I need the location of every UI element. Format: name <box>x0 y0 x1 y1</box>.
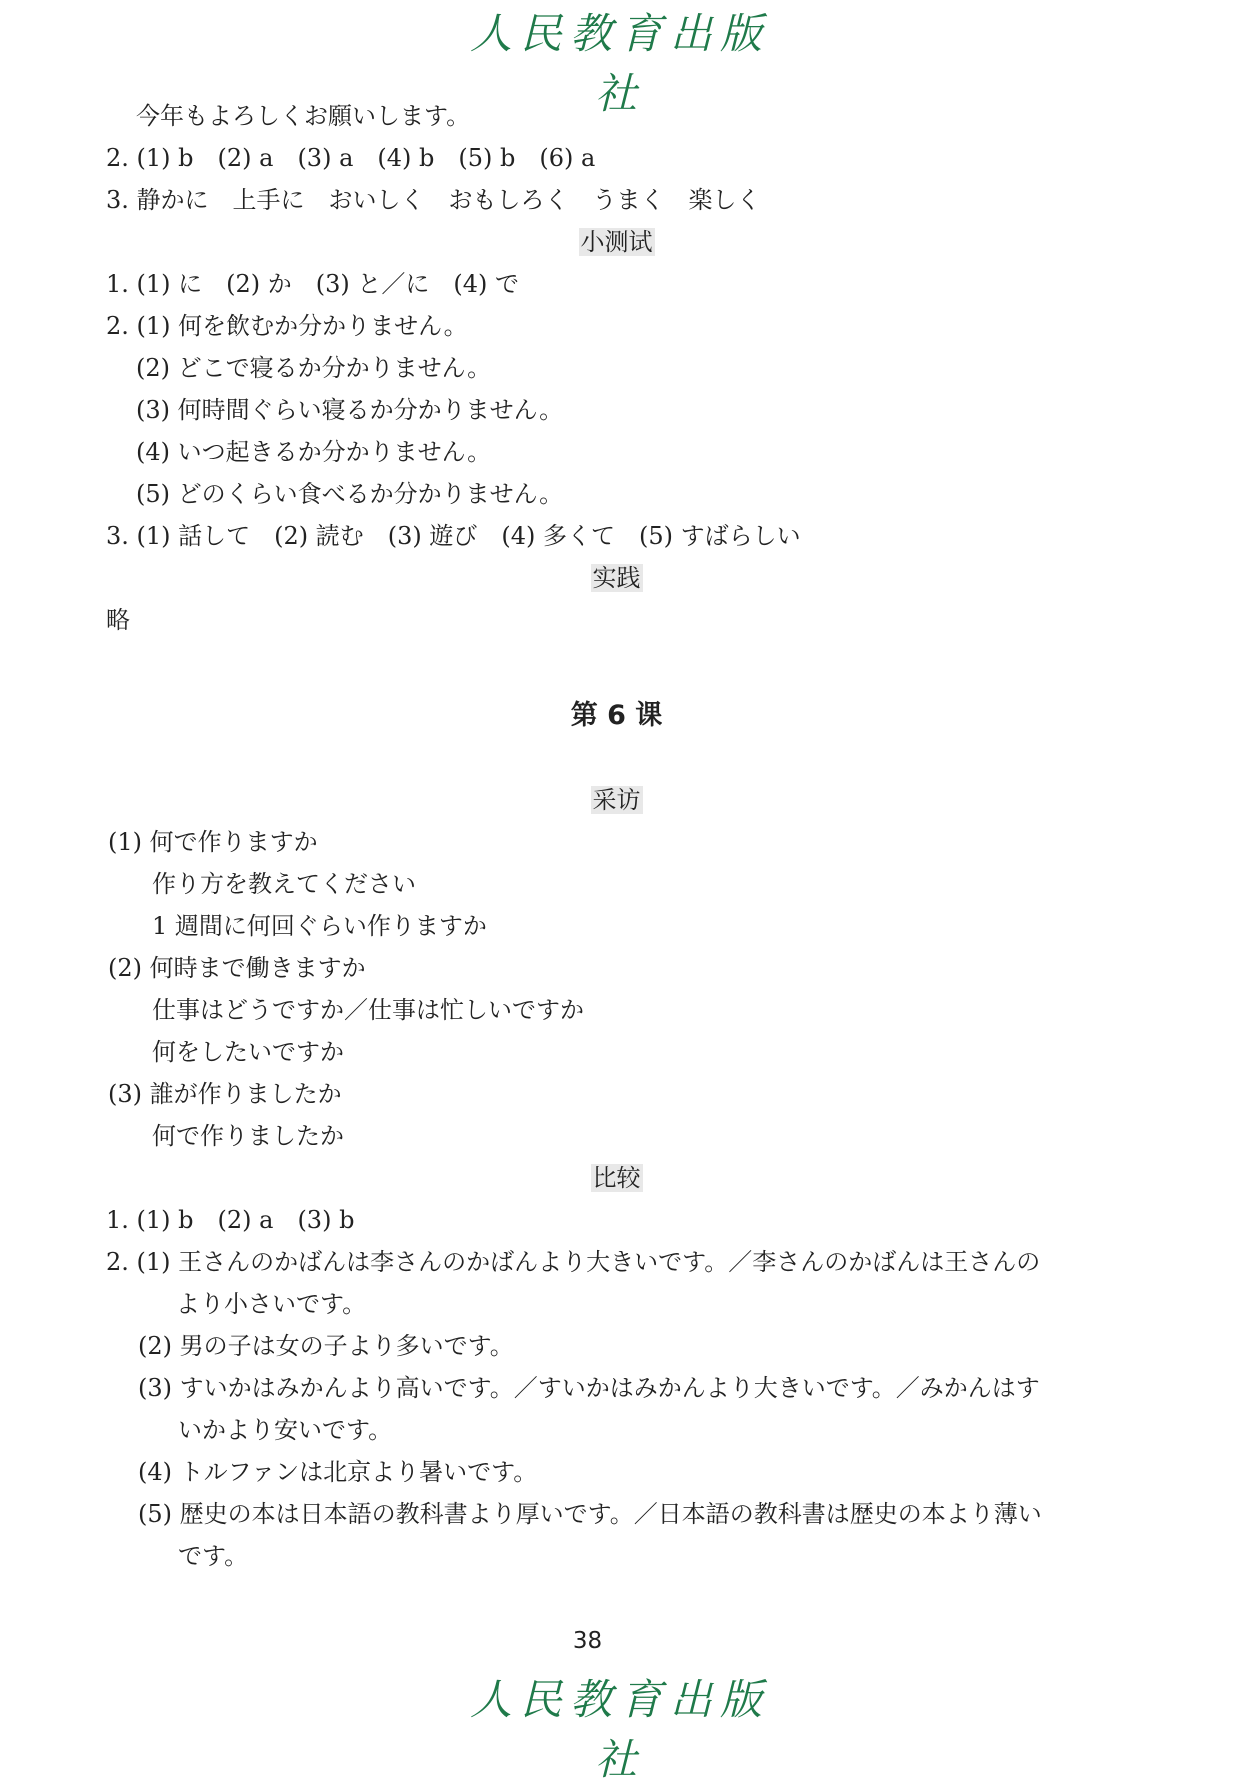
text-line: 2. (1) 何を飲むか分かりません。 <box>106 312 468 340</box>
text-line: 2. (1) 王さんのかばんは李さんのかばんより大きいです。／李さんのかばんは王さんの <box>106 1248 1041 1276</box>
text-line: 3. (1) 話して (2) 読む (3) 遊び (4) 多くて (5) すばらしい <box>106 522 801 550</box>
text-line: 何で作りましたか <box>152 1122 344 1150</box>
text-line: 3. 静かに 上手に おいしく おもしろく うまく 楽しく <box>106 186 761 214</box>
text-line: (1) 何で作りますか <box>108 828 318 856</box>
text-line: (3) 何時間ぐらい寝るか分かりません。 <box>136 396 564 424</box>
text-line: 仕事はどうですか／仕事は忙しいですか <box>152 996 584 1024</box>
text-line: (4) いつ起きるか分かりません。 <box>136 438 492 466</box>
section-heading-compare: 比较 <box>592 1164 641 1192</box>
text-line: (4) トルファンは北京より暑いです。 <box>138 1458 538 1486</box>
text-line: です。 <box>178 1542 249 1570</box>
text-line: 何をしたいですか <box>152 1038 344 1066</box>
section-heading-interview: 采访 <box>592 786 641 814</box>
text-line: 作り方を教えてください <box>152 870 416 898</box>
text-line: より小さいです。 <box>176 1290 367 1318</box>
text-line: (3) すいかはみかんより高いです。／すいかはみかんより大きいです。／みかんはす <box>138 1374 1040 1402</box>
text-line: 2. (1) b (2) a (3) a (4) b (5) b (6) a <box>106 144 596 172</box>
text-line: 今年もよろしくお願いします。 <box>136 102 471 130</box>
text-line: 1 週間に何回ぐらい作りますか <box>152 912 487 940</box>
text-line: 1. (1) b (2) a (3) b <box>106 1206 355 1234</box>
lesson-title: 第 6 课 <box>570 700 663 731</box>
text-line: (2) どこで寝るか分かりません。 <box>136 354 492 382</box>
section-heading-test: 小测试 <box>580 228 653 256</box>
section-heading-practice: 实践 <box>592 564 641 592</box>
publisher-logo-bottom: 人民教育出版社 <box>469 1675 770 1784</box>
text-line: (5) 歴史の本は日本語の教科書より厚いです。／日本語の教科書は歴史の本より薄い <box>138 1500 1042 1528</box>
text-line: (2) 男の子は女の子より多いです。 <box>138 1332 514 1360</box>
text-line: 略 <box>106 606 130 634</box>
text-line: (2) 何時まで働きますか <box>108 954 366 982</box>
publisher-logo-top: 人民教育出版社 <box>469 9 770 118</box>
text-line: (5) どのくらい食べるか分かりません。 <box>136 480 564 508</box>
page-number: 38 <box>572 1628 603 1654</box>
text-line: (3) 誰が作りましたか <box>108 1080 342 1108</box>
text-line: いかより安いです。 <box>178 1416 393 1444</box>
text-line: 1. (1) に (2) か (3) と／に (4) で <box>106 270 520 298</box>
